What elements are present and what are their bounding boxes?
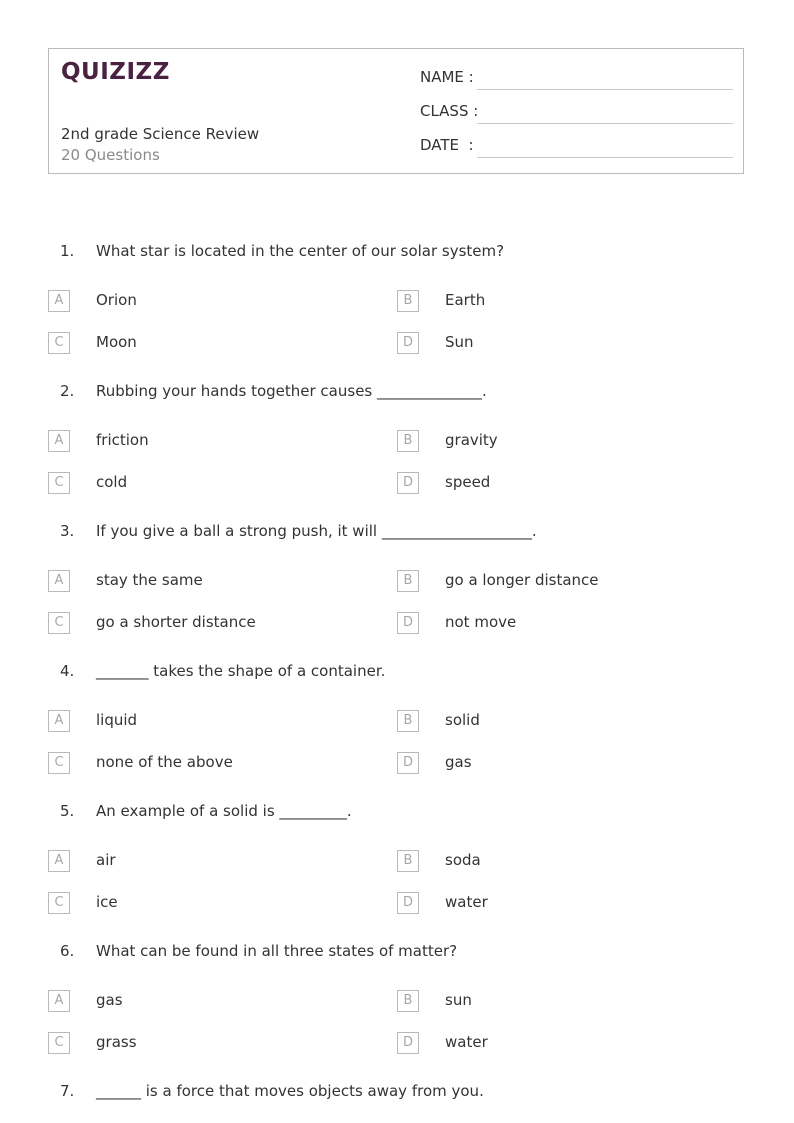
option-d[interactable] [397,1032,727,1056]
option-a[interactable] [48,430,378,454]
option-c[interactable] [48,752,378,776]
option-letter-box[interactable]: A [48,570,70,592]
option-letter-box[interactable]: B [397,710,419,732]
option-letter-box[interactable]: C [48,612,70,634]
name-label: NAME : [420,68,474,86]
option-text: go a shorter distance [96,613,256,631]
name-line[interactable] [477,89,733,90]
quizizz-logo: QUIZIZZ [61,59,170,85]
question-text: An example of a solid is _________. [96,802,352,820]
option-d[interactable] [397,892,727,916]
option-c[interactable] [48,892,378,916]
question-number: 5. [60,802,75,820]
question-5 [0,802,794,928]
option-d[interactable] [397,472,727,496]
option-a[interactable] [48,710,378,734]
option-a[interactable] [48,850,378,874]
option-letter-box[interactable]: D [397,1032,419,1054]
option-c[interactable] [48,332,378,356]
option-text: solid [445,711,480,729]
option-text: grass [96,1033,137,1051]
option-text: go a longer distance [445,571,599,589]
option-text: friction [96,431,149,449]
date-line[interactable] [477,157,733,158]
question-text: What can be found in all three states of matter? [96,942,458,960]
option-letter-box[interactable]: D [397,612,419,634]
name-field[interactable] [420,68,733,90]
option-text: not move [445,613,517,631]
option-b[interactable] [397,430,727,454]
question-number: 4. [60,662,75,680]
question-text: ______ is a force that moves objects away from you. [96,1082,484,1100]
option-text: liquid [96,711,138,729]
class-field[interactable] [420,102,733,124]
option-text: gas [96,991,123,1009]
option-letter-box[interactable]: C [48,332,70,354]
question-text: _______ takes the shape of a container. [96,662,386,680]
option-text: soda [445,851,481,869]
question-4 [0,662,794,788]
option-c[interactable] [48,1032,378,1056]
option-a[interactable] [48,290,378,314]
question-number: 3. [60,522,75,540]
question-1 [0,242,794,368]
question-text: Rubbing your hands together causes ______________. [96,382,487,400]
question-text: If you give a ball a strong push, it will ____________________. [96,522,537,540]
worksheet-title: 2nd grade Science Review [61,125,260,143]
option-text: speed [445,473,491,491]
option-text: cold [96,473,128,491]
option-letter-box[interactable]: A [48,430,70,452]
option-b[interactable] [397,990,727,1014]
option-letter-box[interactable]: D [397,892,419,914]
option-letter-box[interactable]: D [397,752,419,774]
question-2 [0,382,794,508]
option-letter-box[interactable]: C [48,892,70,914]
option-letter-box[interactable]: A [48,710,70,732]
question-6 [0,942,794,1068]
date-label: DATE : [420,136,474,154]
option-b[interactable] [397,570,727,594]
option-letter-box[interactable]: C [48,1032,70,1054]
question-7 [0,1082,794,1112]
option-text: Moon [96,333,137,351]
option-letter-box[interactable]: B [397,290,419,312]
option-d[interactable] [397,752,727,776]
option-text: Orion [96,291,137,309]
option-b[interactable] [397,710,727,734]
option-text: water [445,893,488,911]
question-number: 2. [60,382,75,400]
class-line[interactable] [477,123,733,124]
option-letter-box[interactable]: A [48,850,70,872]
option-text: sun [445,991,472,1009]
option-text: Earth [445,291,486,309]
question-number: 6. [60,942,75,960]
option-text: air [96,851,116,869]
option-a[interactable] [48,990,378,1014]
option-letter-box[interactable]: A [48,290,70,312]
question-count: 20 Questions [61,146,160,164]
date-field[interactable] [420,136,733,158]
question-text: What star is located in the center of our solar system? [96,242,505,260]
worksheet-header [48,48,744,174]
option-text: none of the above [96,753,233,771]
option-text: gas [445,753,472,771]
option-text: gravity [445,431,498,449]
question-number: 7. [60,1082,75,1100]
option-letter-box[interactable]: C [48,472,70,494]
option-d[interactable] [397,612,727,636]
option-letter-box[interactable]: B [397,570,419,592]
option-letter-box[interactable]: B [397,850,419,872]
option-d[interactable] [397,332,727,356]
option-letter-box[interactable]: B [397,430,419,452]
option-text: Sun [445,333,474,351]
question-number: 1. [60,242,75,260]
option-text: stay the same [96,571,203,589]
option-letter-box[interactable]: C [48,752,70,774]
option-c[interactable] [48,612,378,636]
question-3 [0,522,794,648]
option-text: ice [96,893,118,911]
option-c[interactable] [48,472,378,496]
option-letter-box[interactable]: B [397,990,419,1012]
option-letter-box[interactable]: D [397,472,419,494]
option-b[interactable] [397,850,727,874]
option-text: water [445,1033,488,1051]
option-b[interactable] [397,290,727,314]
option-a[interactable] [48,570,378,594]
class-label: CLASS : [420,102,479,120]
option-letter-box[interactable]: D [397,332,419,354]
option-letter-box[interactable]: A [48,990,70,1012]
